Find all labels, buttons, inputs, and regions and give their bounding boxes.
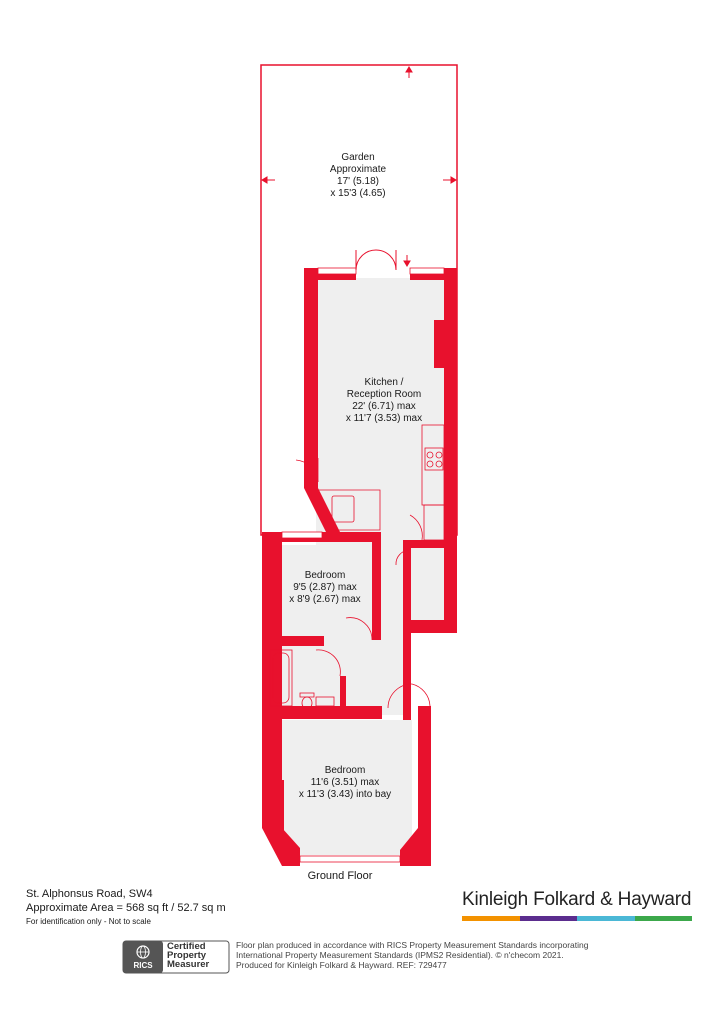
brand-bar-cyan (577, 916, 635, 921)
disclaimer-line3: Produced for Kinleigh Folkard & Hayward. REF: 729477 (236, 960, 447, 970)
garden-doors (356, 250, 396, 270)
kitchen-line2: Reception Room (346, 389, 422, 400)
garden-line4: x 15'3 (4.65) (330, 188, 386, 199)
identification-note: For identification only - Not to scale (26, 917, 151, 926)
rics-certified-text (167, 942, 209, 969)
brand-bar-green (635, 916, 693, 921)
rics-line1: Certified (167, 941, 206, 952)
garden-line2: Approximate (329, 164, 387, 175)
approximate-area: Approximate Area = 568 sq ft / 52.7 sq m (26, 902, 226, 914)
rics-line2: Property (167, 950, 207, 961)
bedroom2-line3: x 11'3 (3.43) into bay (298, 789, 392, 800)
garden-label (283, 152, 433, 200)
bedroom1-label (250, 570, 400, 606)
kitchen-line4: x 11'7 (3.53) max (345, 413, 423, 424)
bedroom1-line2: 9'5 (2.87) max (293, 582, 357, 593)
kitchen-label (309, 377, 459, 425)
brand-bar-orange (462, 916, 520, 921)
brand-color-bar (462, 916, 692, 921)
address-block (26, 887, 226, 928)
kitchen-line3: 22' (6.71) max (352, 401, 416, 412)
garden-name: Garden (341, 152, 375, 163)
bedroom1-name: Bedroom (304, 570, 346, 581)
kitchen-name: Kitchen / (364, 377, 404, 388)
rics-line3: Measurer (167, 959, 210, 970)
garden-line3: 17' (5.18) (337, 176, 379, 187)
bedroom2-name: Bedroom (324, 765, 366, 776)
disclaimer-line2: International Property Measurement Standards (IPMS2 Residential). © n'checom 2021. (236, 950, 564, 960)
bedroom2-line2: 11'6 (3.51) max (310, 777, 380, 788)
bedroom1-line3: x 8'9 (2.67) max (289, 594, 361, 605)
brand-bar-purple (520, 916, 578, 921)
rics-logo-text: RICS (133, 961, 153, 970)
disclaimer (236, 940, 588, 970)
street-address: St. Alphonsus Road, SW4 (26, 888, 153, 900)
disclaimer-line1: Floor plan produced in accordance with RICS Property Measurement Standards incorporating (236, 940, 589, 950)
bedroom2-label (270, 765, 420, 801)
floor-label: Ground Floor (307, 870, 373, 882)
brand-name: Kinleigh Folkard & Hayward (462, 889, 692, 910)
